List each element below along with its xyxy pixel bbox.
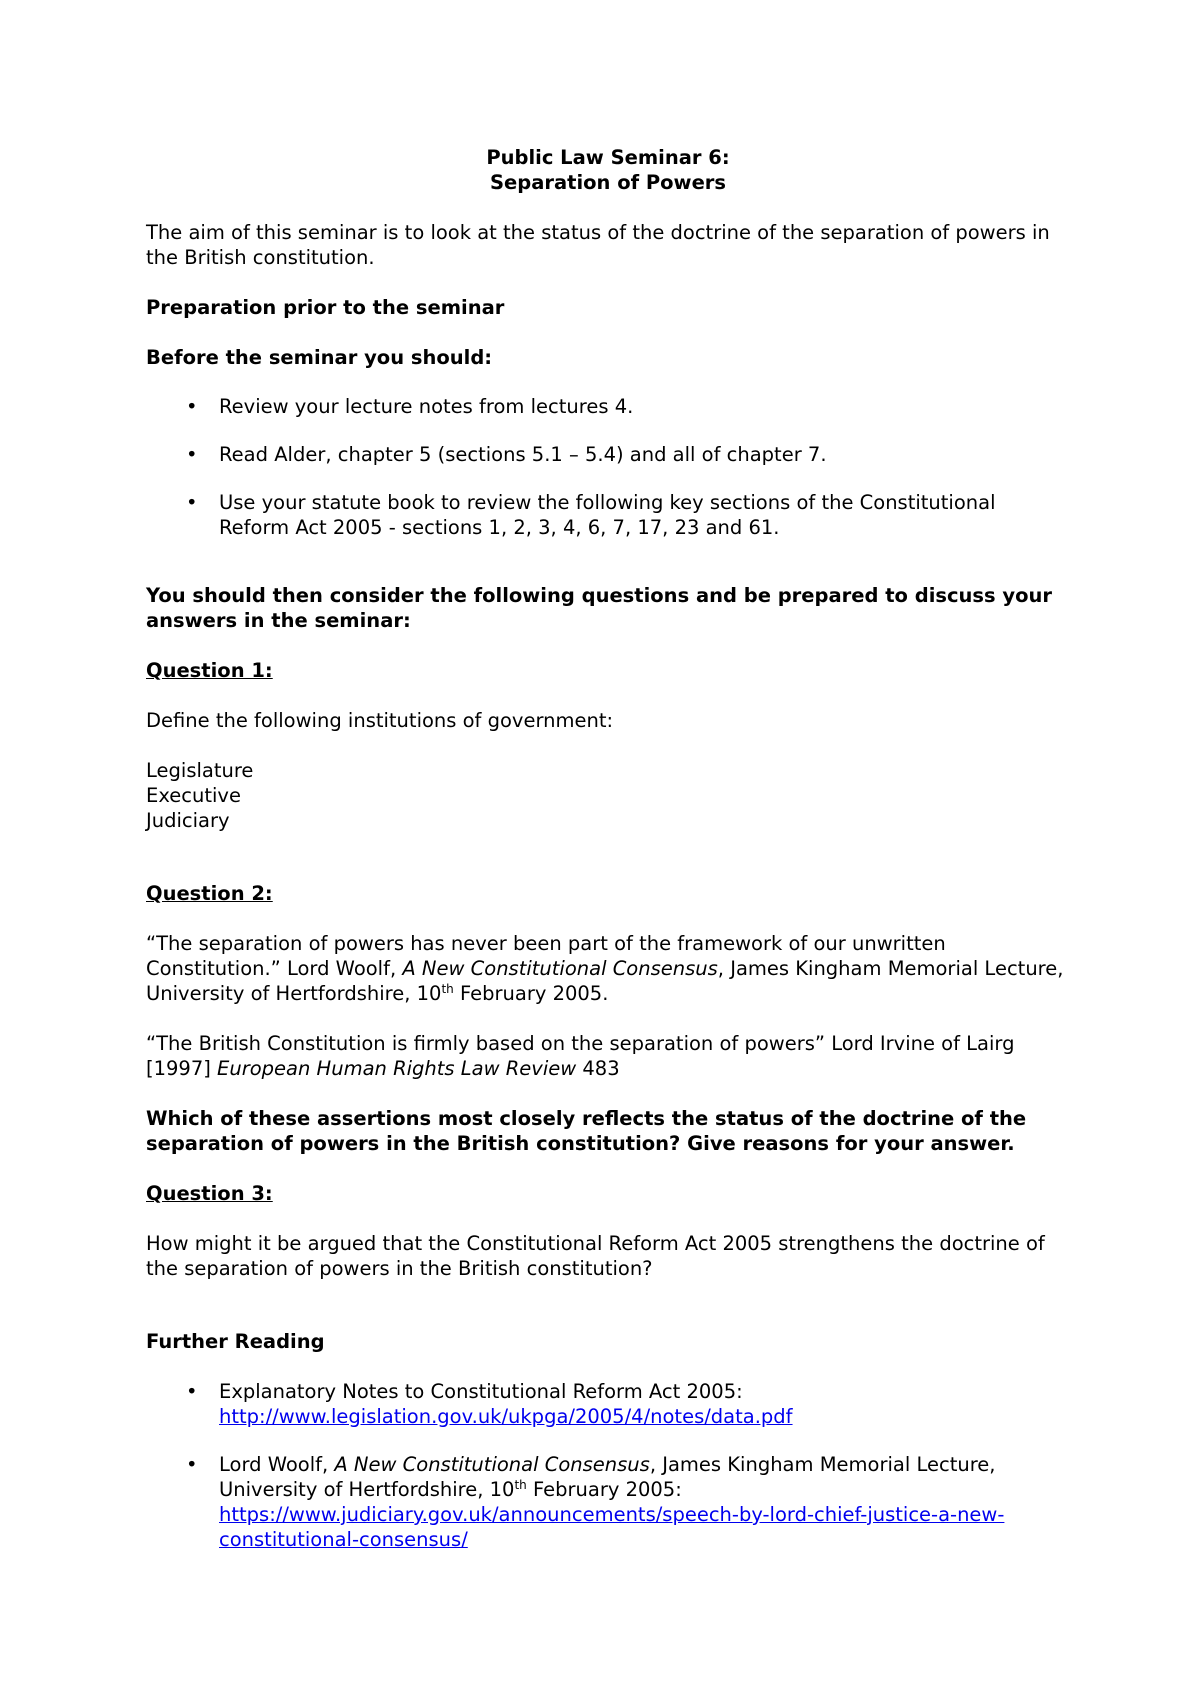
bullet-icon: •: [186, 395, 198, 418]
reading-2-date: February 2005:: [526, 1478, 682, 1501]
list-item: [146, 1452, 1070, 1552]
bullet-icon: •: [186, 443, 198, 466]
bullet-icon: •: [186, 491, 198, 514]
list-item: [146, 1379, 1070, 1429]
quote-woolf-source: , James Kingham Memorial Lecture, University of Hertfordshire, 10: [146, 957, 1064, 1005]
institution-legislature: Legislature: [146, 759, 254, 782]
title-line-1: Public Law Seminar 6:: [486, 146, 730, 169]
reading-1-link[interactable]: http://www.legislation.gov.uk/ukpga/2005/4/notes/data.pdf: [219, 1405, 793, 1428]
quote-irvine-text: “The British Constitution is firmly based on the separation of powers” Lord Irvine of Lairg [1997]: [146, 1032, 1015, 1080]
question-2-text: Which of these assertions most closely reflects the status of the doctrine of the separation of powers in the British constitution? Give reasons for your answer.: [146, 1107, 1027, 1155]
question-3-heading: Question 3:: [146, 1182, 273, 1205]
reading-2-link[interactable]: https://www.judiciary.gov.uk/announcements/speech-by-lord-chief-justice-a-new-constitutional-consensus/: [219, 1503, 1005, 1551]
list-item: [146, 394, 1070, 419]
bullet-icon: •: [186, 1453, 198, 1476]
list-item-text: Review your lecture notes from lectures 4.: [219, 395, 634, 418]
list-item: [146, 442, 1070, 467]
question-2-heading: Question 2:: [146, 882, 273, 905]
preparation-heading: Preparation prior to the seminar: [146, 296, 505, 319]
quote-woolf: [146, 931, 1070, 1006]
question-1-heading: Question 1:: [146, 659, 273, 682]
quote-woolf-date: February 2005.: [453, 982, 609, 1005]
bullet-icon: •: [186, 1380, 198, 1403]
preparation-subheading: Before the seminar you should:: [146, 346, 493, 369]
quote-woolf-text: “The separation of powers has never been part of the framework of our unwritten Constitution.” Lord Woolf,: [146, 932, 946, 980]
reading-2-source: , James Kingham Memorial Lecture, University of Hertfordshire, 10: [219, 1453, 996, 1501]
title-line-2: Separation of Powers: [489, 171, 727, 194]
quote-irvine-journal: European Human Rights Law Review: [217, 1057, 577, 1080]
further-reading-heading: Further Reading: [146, 1330, 325, 1353]
intro-paragraph: The aim of this seminar is to look at the status of the doctrine of the separation of powers in the British constitution.: [146, 221, 1050, 269]
further-reading-list: [146, 1379, 1070, 1552]
quote-irvine-page: 483: [576, 1057, 620, 1080]
reading-2-author: Lord Woolf,: [219, 1453, 335, 1476]
institution-executive: Executive: [146, 784, 241, 807]
reading-2-title: A New Constitutional Consensus: [334, 1453, 650, 1476]
reading-1-text: Explanatory Notes to Constitutional Reform Act 2005:: [219, 1380, 743, 1403]
list-item: [146, 490, 1070, 540]
question-1-prompt: Define the following institutions of government:: [146, 709, 614, 732]
consider-paragraph: You should then consider the following questions and be prepared to discuss your answers in the seminar:: [146, 584, 1053, 632]
ordinal-suffix: th: [514, 1478, 527, 1492]
ordinal-suffix: th: [441, 982, 454, 996]
list-item-text: Read Alder, chapter 5 (sections 5.1 – 5.4) and all of chapter 7.: [219, 443, 827, 466]
quote-woolf-title: A New Constitutional Consensus: [402, 957, 718, 980]
question-3-text: How might it be argued that the Constitutional Reform Act 2005 strengthens the doctrine of the separation of powers in the British constitution?: [146, 1232, 1045, 1280]
list-item-text: Use your statute book to review the following key sections of the Constitutional Reform Act 2005 - sections 1, 2, 3, 4, 6, 7, 17, 23 and 61.: [219, 491, 996, 539]
quote-irvine: [146, 1031, 1070, 1081]
institution-judiciary: Judiciary: [146, 809, 230, 832]
preparation-list: [146, 394, 1070, 540]
